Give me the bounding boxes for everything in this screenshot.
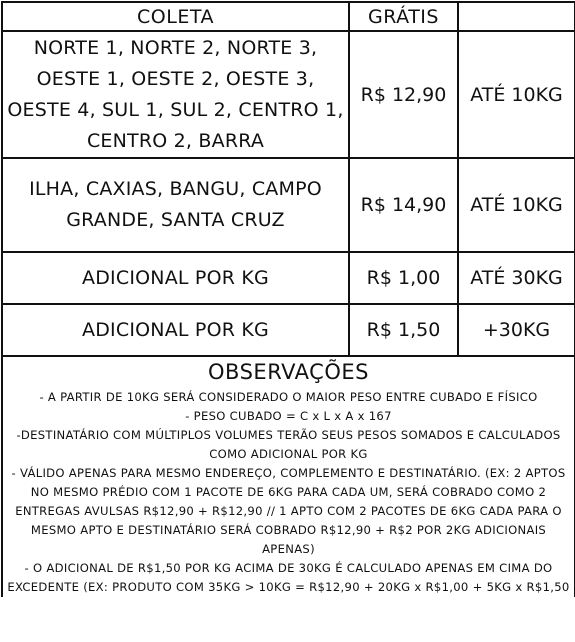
price-cell: R$ 14,90 [349,158,458,252]
observations-cell [2,356,575,597]
observations-title: OBSERVAÇÕES [208,360,369,384]
table-header-row [2,2,575,31]
additional-label-cell: ADICIONAL POR KG [2,252,349,304]
header-empty [458,2,575,31]
header-gratis: GRÁTIS [349,2,458,31]
weight-limit-cell: ATÉ 30KG [458,252,575,304]
observation-line: - A PARTIR DE 10KG SERÁ CONSIDERADO O MAIOR PESO ENTRE CUBADO E FÍSICO [39,390,538,404]
observation-line: - O ADICIONAL DE R$1,50 POR KG ACIMA DE 30KG É CALCULADO APENAS EM CIMA DO EXCEDENTE (EX: PRODUTO COM 35KG > 10KG = R$12,90 + 20KG x R$1,00 + 5KG x R$1,50 [7,561,570,594]
region-list-cell: NORTE 1, NORTE 2, NORTE 3, OESTE 1, OESTE 2, OESTE 3, OESTE 4, SUL 1, SUL 2, CENTRO 1, CENTRO 2, BARRA [2,31,349,158]
table-row [2,304,575,356]
observations-row [2,356,575,597]
table-row [2,31,575,158]
table-row [2,158,575,252]
weight-limit-cell: +30KG [458,304,575,356]
weight-limit-cell: ATÉ 10KG [458,158,575,252]
observation-line: -DESTINATÁRIO COM MÚLTIPLOS VOLUMES TERÃO SEUS PESOS SOMADOS E CALCULADOS COMO ADICIONAL POR KG [16,428,561,461]
shipping-price-table [1,1,575,597]
region-list-cell: ILHA, CAXIAS, BANGU, CAMPO GRANDE, SANTA CRUZ [2,158,349,252]
observation-line: - VÁLIDO APENAS PARA MESMO ENDEREÇO, COMPLEMENTO E DESTINATÁRIO. (EX: 2 APTOS NO MESMO PRÉDIO COM 1 PACOTE DE 6KG PARA CADA UM, SERÁ COBRADO COMO 2 ENTREGAS AVULSAS R$12,90 + R$12,90 // 1 APTO COM 2 PACOTES DE 6KG CADA PARA O MESMO APTO E DESTINATÁRIO SERÁ COBRADO R$12,90 + R$2 POR 2KG ADICIONAIS APENAS) [11,466,566,556]
price-cell: R$ 1,00 [349,252,458,304]
additional-label-cell: ADICIONAL POR KG [2,304,349,356]
price-cell: R$ 1,50 [349,304,458,356]
price-cell: R$ 12,90 [349,31,458,158]
observation-line: - PESO CUBADO = C x L x A x 167 [185,409,392,423]
weight-limit-cell: ATÉ 10KG [458,31,575,158]
header-coleta: COLETA [2,2,349,31]
table-row [2,252,575,304]
